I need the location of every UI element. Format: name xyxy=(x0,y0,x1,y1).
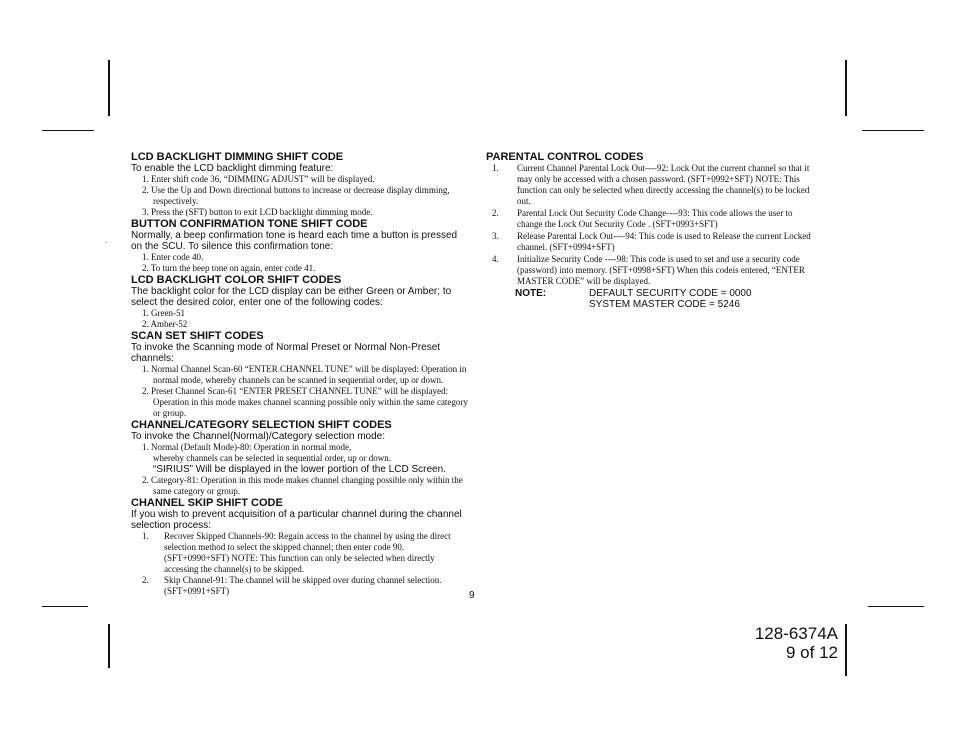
list-item: 1. Normal (Default Mode)-80: Operation in normal mode, xyxy=(142,442,352,452)
crop-mark-tl-vertical xyxy=(108,60,110,116)
item-number: 1. xyxy=(492,163,499,173)
list-item: 2. Amber-52 xyxy=(142,319,188,329)
right-column xyxy=(486,151,814,310)
crop-mark-br-vertical xyxy=(845,624,847,676)
crop-mark-tr-horizontal xyxy=(862,130,924,131)
list-item: 1. Green-51 xyxy=(142,308,185,318)
default-security-code: DEFAULT SECURITY CODE = 0000 xyxy=(589,288,752,299)
note-row xyxy=(486,299,814,310)
document-number: 128-6374A xyxy=(754,624,838,643)
section-intro: To enable the LCD backlight dimming feature: xyxy=(131,163,334,174)
lcd-dimming-section xyxy=(131,151,469,218)
list-item xyxy=(142,531,469,575)
list-item-continued: whereby channels can be selected in sequential order, up or down. xyxy=(153,453,392,463)
section-heading: PARENTAL CONTROL CODES xyxy=(486,151,644,163)
category-section xyxy=(131,419,469,497)
list-item xyxy=(486,254,814,287)
list-item xyxy=(486,231,814,253)
list-item: 1. Enter code 40. xyxy=(142,252,204,262)
item-text: Initialize Security Code ----98: This code is used to set and use a security code (password) into memory. (SFT+0998+SFT) When this codeis entered, “ENTER MASTER CODE” will be displayed. xyxy=(517,254,805,286)
crop-mark-tl-horizontal xyxy=(42,130,94,131)
item-text: Release Parental Lock Out----94: This code is used to Release the current Locked channel. (SFT+0994+SFT) xyxy=(517,231,811,252)
list-item: 1. Normal Channel Scan-60 “ENTER CHANNEL TUNE” will be displayed: Operation in normal mode, whereby channels can be scanned in sequential order, up or down. xyxy=(142,364,467,385)
section-heading: LCD BACKLIGHT DIMMING SHIFT CODE xyxy=(131,151,344,163)
sheet-count: 9 of 12 xyxy=(786,643,838,662)
list-item: 2. Preset Channel Scan-61 “ENTER PRESET CHANNEL TUNE” will be displayed: Operation in this mode makes channel scanning possible only within the same category or group. xyxy=(142,386,468,418)
scan-set-section xyxy=(131,330,469,419)
crop-mark-tr-vertical xyxy=(845,60,847,116)
item-text: Skip Channel-91: The channel will be skipped over during channel selection. (SFT+0991+SFT) xyxy=(164,575,442,596)
list-item: 2. Use the Up and Down directional buttons to increase or decrease display dimming, respectively. xyxy=(142,185,450,206)
list-item: 3. Press the (SFT) button to exit LCD backlight dimming mode. xyxy=(142,207,373,217)
section-intro: Normally, a beep confirmation tone is heard each time a button is pressed on the SCU. To silence this confirmation tone: xyxy=(131,230,458,252)
item-text: Recover Skipped Channels-90: Regain access to the channel by using the direct selection method to select the skipped channel; then enter code 90. (SFT+0990+SFT) NOTE: This function can only be selected when directly accessing the channel(s) to be skipped. xyxy=(164,531,451,574)
section-intro: To invoke the Scanning mode of Normal Preset or Normal Non-Preset channels: xyxy=(131,342,441,364)
list-item xyxy=(486,163,814,207)
crop-mark-br-horizontal xyxy=(868,606,924,607)
item-number: 2. xyxy=(492,208,499,218)
note-spacer xyxy=(486,299,589,310)
crop-mark-bl-horizontal xyxy=(42,606,88,607)
list-item: 2. Category-81: Operation in this mode makes channel changing possible only within the same category or group. xyxy=(142,475,463,496)
color-shift-section xyxy=(131,274,469,330)
crop-mark-bl-vertical xyxy=(108,624,110,668)
list-item-continued: “SIRIUS” Will be displayed in the lower portion of the LCD Screen. xyxy=(153,464,446,475)
item-text: Parental Lock Out Security Code Change----93: This code allows the user to change the Lock Out Security Code . (SFT+0993+SFT) xyxy=(517,208,793,229)
item-number: 4. xyxy=(492,254,499,264)
left-column xyxy=(131,151,469,597)
section-heading: CHANNEL SKIP SHIFT CODE xyxy=(131,497,283,509)
section-intro: If you wish to prevent acquisition of a particular channel during the channel selection process: xyxy=(131,509,462,531)
list-item xyxy=(486,208,814,230)
section-heading: CHANNEL/CATEGORY SELECTION SHIFT CODES xyxy=(131,419,392,431)
channel-skip-section xyxy=(131,497,469,597)
system-master-code: SYSTEM MASTER CODE = 5246 xyxy=(589,299,740,310)
note-row xyxy=(486,288,814,299)
section-intro: To invoke the Channel(Normal)/Category selection mode: xyxy=(131,431,386,442)
list-item: 2. To turn the beep tone on again, enter code 41. xyxy=(142,263,316,273)
item-number: 1. xyxy=(142,531,149,541)
stray-mark: . xyxy=(105,236,108,245)
list-item: 1. Enter shift code 36, “DIMMING ADJUST” will be displayed. xyxy=(142,174,375,184)
section-intro: The backlight color for the LCD display can be either Green or Amber; to select the desired color, enter one of the following codes: xyxy=(131,286,452,308)
item-number: 3. xyxy=(492,231,499,241)
button-tone-section xyxy=(131,218,469,274)
list-item xyxy=(142,575,469,597)
note-label: NOTE: xyxy=(515,288,547,299)
section-heading: SCAN SET SHIFT CODES xyxy=(131,330,264,342)
section-heading: BUTTON CONFIRMATION TONE SHIFT CODE xyxy=(131,218,368,230)
document-id xyxy=(740,624,838,662)
section-heading: LCD BACKLIGHT COLOR SHIFT CODES xyxy=(131,274,342,286)
item-number: 2. xyxy=(142,575,149,585)
item-text: Current Channel Parental Lock Out----92: Lock Out the current channel so that it may only be accessed with a chosen password. (SFT+0992+SFT) NOTE: This function can only be selected when directly accessing the channel(s) to be locked out. xyxy=(517,163,810,206)
page-number: 9 xyxy=(469,590,475,601)
